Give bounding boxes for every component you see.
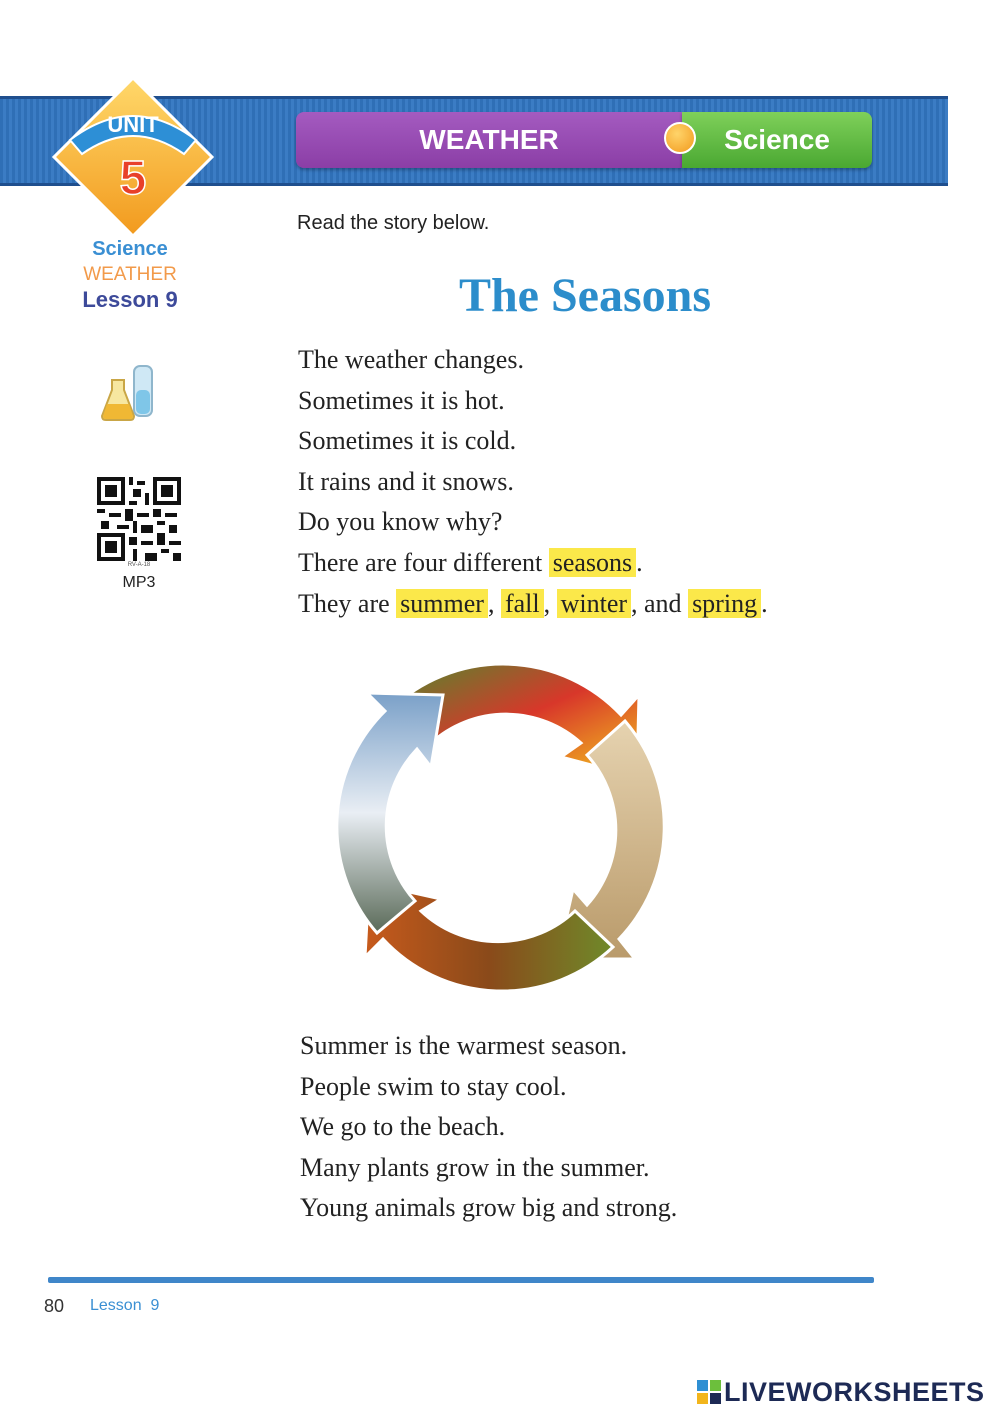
summer-paragraph xyxy=(300,1026,677,1229)
story-text: There are four different xyxy=(298,547,543,577)
unit-word: UNIT xyxy=(107,112,159,137)
unit-number: 5 xyxy=(119,152,147,205)
instruction-text: Read the story below. xyxy=(297,212,490,234)
vocab-spring: spring xyxy=(688,589,761,618)
story-line: It rains and it snows. xyxy=(298,466,514,496)
punctuation: , xyxy=(487,588,495,618)
punctuation: . xyxy=(761,588,768,618)
story-paragraph xyxy=(298,340,768,624)
story-text: They are xyxy=(298,588,390,618)
story-line: Sometimes it is hot. xyxy=(298,385,505,415)
punctuation: , and xyxy=(631,588,682,618)
subject-pill: Science xyxy=(682,112,872,168)
page-title: The Seasons xyxy=(458,269,712,322)
sidebar-lesson: Lesson 9 xyxy=(82,287,178,312)
footer-lesson-number: 9 xyxy=(150,1297,160,1314)
story-line-list xyxy=(298,584,768,625)
qr-code-icon[interactable] xyxy=(97,477,181,561)
story-line: Do you know why? xyxy=(298,507,503,537)
mp3-label[interactable]: MP3 xyxy=(122,574,156,591)
science-flask-icon xyxy=(98,360,164,426)
liveworksheets-brand[interactable] xyxy=(696,1377,985,1407)
liveworksheets-logo-icon xyxy=(696,1379,722,1405)
story-line: Sometimes it is cold. xyxy=(298,426,517,456)
sidebar-subject: Science xyxy=(92,238,168,260)
topic-pill: WEATHER xyxy=(296,112,682,168)
story-line: Young animals grow big and strong. xyxy=(300,1193,678,1223)
vocab-fall: fall xyxy=(501,589,544,618)
pill-divider-dot xyxy=(664,122,696,154)
story-line: We go to the beach. xyxy=(300,1112,506,1142)
brand-name: LIVEWORKSHEETS xyxy=(724,1376,985,1407)
vocab-seasons: seasons xyxy=(549,548,636,577)
seasons-cycle-image xyxy=(326,652,676,1002)
vocab-summer: summer xyxy=(396,589,488,618)
story-line-seasons xyxy=(298,543,768,584)
footer-lesson-word: Lesson xyxy=(90,1297,142,1314)
footer-lesson xyxy=(90,1297,159,1315)
vocab-winter: winter xyxy=(557,589,631,618)
page-number: 80 xyxy=(44,1296,65,1316)
punctuation: . xyxy=(636,547,643,577)
footer-rule xyxy=(48,1277,874,1283)
qr-code-id: RV-A-18 xyxy=(127,562,151,568)
sidebar-topic: WEATHER xyxy=(83,264,177,285)
story-line: Summer is the warmest season. xyxy=(300,1031,628,1060)
story-line: The weather changes. xyxy=(298,345,524,374)
story-line: Many plants grow in the summer. xyxy=(300,1152,650,1182)
punctuation: , xyxy=(543,588,551,618)
story-line: People swim to stay cool. xyxy=(300,1071,567,1101)
unit-badge xyxy=(50,74,216,240)
